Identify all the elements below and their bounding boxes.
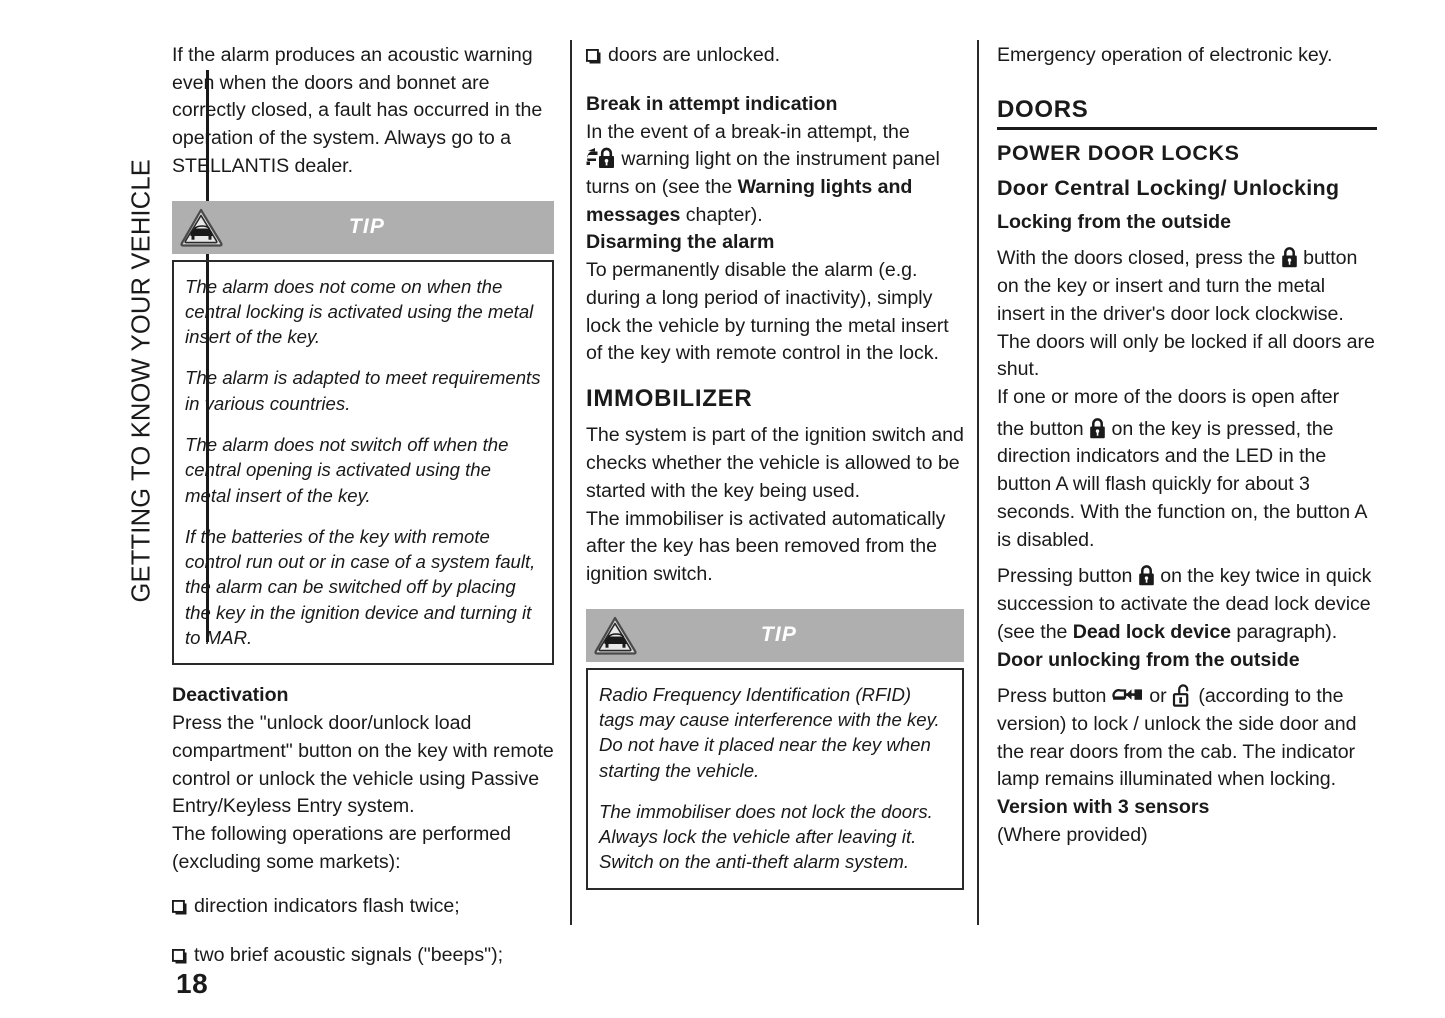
break-in-text-before: In the event of a break-in attempt, the bbox=[586, 120, 910, 143]
tip-header-bar-left bbox=[172, 201, 554, 254]
chapter-spine bbox=[78, 38, 156, 638]
tip-note: If the batteries of the key with remote control run out or in case of a system fault, the alarm can be switched off by placing the key in the ignition device and turning it to MAR. bbox=[185, 525, 536, 648]
square-bullet-icon bbox=[586, 46, 602, 74]
tip-label-left: TIP bbox=[348, 215, 386, 239]
alarm-fault-paragraph: If the alarm produces an acoustic warning even when the doors and bonnet are correctly closed, a fault has occurred in the operation of the system. Always go to a STELLANTIS dealer. bbox=[172, 44, 543, 177]
locking-outside-paragraph-4 bbox=[997, 563, 1377, 646]
locking-p3-text-a: the button bbox=[997, 417, 1084, 440]
dead-lock-device-ref: Dead lock device bbox=[1072, 620, 1232, 643]
unlocking-outside-paragraph bbox=[997, 683, 1377, 794]
car-break-in-warning-icon bbox=[586, 147, 616, 169]
column-middle bbox=[586, 42, 964, 890]
locking-text-b: button on the key or insert and turn the metal insert in the driver's door lock clockwise. The doors will only be locked if all doors are shut. bbox=[997, 247, 1375, 381]
tip-label-middle: TIP bbox=[760, 623, 798, 647]
locking-outside-paragraph-2: If one or more of the doors is open after bbox=[997, 386, 1340, 409]
deactivation-heading: Deactivation bbox=[172, 684, 289, 707]
break-in-text-after-1: warning light on the instrument panel turns on (see the bbox=[586, 148, 940, 198]
list-item bbox=[172, 942, 554, 974]
disarming-paragraph: To permanently disable the alarm (e.g. during a long period of inactivity), simply lock the vehicle by turning the metal insert of the key with remote control in the lock. bbox=[586, 259, 949, 365]
break-in-text-after-2: chapter). bbox=[680, 203, 763, 226]
list-item-label: two brief acoustic signals ("beeps"); bbox=[194, 944, 504, 967]
tip-header-bar-middle bbox=[586, 609, 964, 662]
emergency-key-line: Emergency operation of electronic key. bbox=[997, 44, 1333, 66]
immobilizer-heading bbox=[586, 385, 964, 413]
disarming-heading: Disarming the alarm bbox=[586, 231, 775, 254]
immobilizer-paragraph-2: The immobiliser is activated automatically after the key has been removed from the ignition switch. bbox=[586, 507, 946, 585]
doors-section-label: DOORS bbox=[997, 95, 1089, 123]
locking-p4-text-b: on the key twice in quick succession to activate the dead lock device (see the bbox=[997, 565, 1372, 643]
list-item bbox=[586, 42, 964, 74]
tip-note: Radio Frequency Identification (RFID) tags may cause interference with the key. Do not have it placed near the key when starting the vehicle. bbox=[599, 683, 940, 781]
unlocking-outside-heading: Door unlocking from the outside bbox=[997, 648, 1300, 671]
locking-outside-paragraph-3 bbox=[997, 416, 1377, 555]
sliding-side-door-icon bbox=[1112, 686, 1144, 705]
tip-note: The immobiliser does not lock the doors. Always lock the vehicle after leaving it. Switch on the anti-theft alarm system. bbox=[599, 800, 933, 873]
tip-body-left bbox=[172, 260, 554, 666]
break-in-heading: Break in attempt indication bbox=[586, 92, 838, 115]
deactivation-paragraph-1: Press the "unlock door/unlock load compartment" button on the key with remote control or unlock the vehicle using Passive Entry/Keyless Entry system. bbox=[172, 712, 554, 818]
locking-p4-text-a: Pressing button bbox=[997, 565, 1133, 588]
doors-section-heading bbox=[997, 96, 1377, 130]
list-item-label: direction indicators flash twice; bbox=[194, 895, 460, 918]
padlock-locked-icon bbox=[1281, 247, 1298, 268]
padlock-locked-icon bbox=[1089, 418, 1106, 439]
padlock-open-icon bbox=[1172, 684, 1193, 707]
locking-text-a: With the doors closed, press the bbox=[997, 247, 1276, 270]
column-right bbox=[997, 42, 1377, 850]
unlocking-text-b: (according to the version) to lock / unlock the side door and the rear doors from the cab. The indicator lamp remains illuminated when locking. bbox=[997, 685, 1357, 791]
locking-outside-paragraph-1 bbox=[997, 245, 1377, 384]
unlocking-text-a: Press button bbox=[997, 685, 1107, 708]
tip-body-middle bbox=[586, 668, 964, 890]
tip-note: The alarm is adapted to meet requirements in various countries. bbox=[185, 367, 541, 414]
padlock-locked-icon bbox=[1138, 565, 1155, 586]
break-in-paragraph bbox=[586, 119, 964, 230]
column-separator-1 bbox=[570, 40, 572, 925]
immobilizer-paragraph-1: The system is part of the ignition switch and checks whether the vehicle is allowed to be started with the key being used. bbox=[586, 424, 964, 502]
warning-triangle-car-icon bbox=[180, 207, 224, 247]
column-left bbox=[172, 42, 554, 974]
list-item-label: doors are unlocked. bbox=[608, 44, 781, 66]
deactivation-paragraph-2: The following operations are performed (excluding some markets): bbox=[172, 822, 512, 873]
chapter-spine-label: GETTING TO KNOW YOUR VEHICLE bbox=[127, 159, 156, 603]
power-door-locks-heading: POWER DOOR LOCKS bbox=[997, 141, 1240, 166]
column-separator-2 bbox=[977, 40, 979, 925]
version-3-sensors-heading: Version with 3 sensors bbox=[997, 796, 1210, 819]
immobilizer-heading-label: IMMOBILIZER bbox=[586, 385, 753, 413]
locking-p3-text-b: on the key is pressed, the direction indicators and the LED in the button A will flash quickly for about 3 seconds. With the function on, the button A is disabled. bbox=[997, 417, 1367, 551]
list-item bbox=[172, 893, 554, 925]
warning-triangle-car-icon bbox=[594, 615, 638, 655]
locking-outside-heading: Locking from the outside bbox=[997, 210, 1232, 233]
version-3-sensors-note: (Where provided) bbox=[997, 824, 1148, 846]
unlocking-or-label: or bbox=[1149, 685, 1167, 708]
square-bullet-icon bbox=[172, 897, 188, 925]
break-in-bold-ref: Warning lights and messages bbox=[586, 175, 913, 226]
doors-section-rule bbox=[997, 127, 1377, 130]
locking-p4-text-c: paragraph). bbox=[1231, 620, 1338, 643]
tip-note: The alarm does not come on when the central locking is activated using the metal insert of the key. bbox=[185, 275, 534, 348]
page-number: 18 bbox=[176, 968, 209, 999]
tip-note: The alarm does not switch off when the central opening is activated using the metal insert of the key. bbox=[185, 434, 509, 506]
door-central-locking-heading: Door Central Locking/ Unlocking bbox=[997, 175, 1340, 200]
